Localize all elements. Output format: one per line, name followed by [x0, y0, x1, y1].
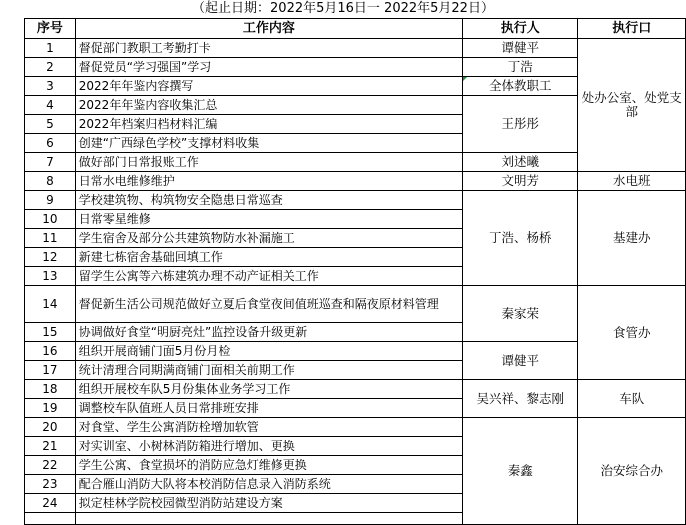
task-cell[interactable]: 统计清理合同期满商铺门面相关前期工作	[75, 361, 462, 380]
owner-cell[interactable]: 秦鑫	[463, 418, 578, 525]
task-cell[interactable]: 配合雁山消防大队将本校消防信息录入消防系统	[75, 475, 462, 494]
task-cell[interactable]: 调整校车队值班人员日常排班安排	[75, 399, 462, 418]
task-cell[interactable]: 学生公寓、食堂损坏的消防应急灯维修更换	[75, 456, 462, 475]
owner-cell[interactable]: 丁浩	[463, 58, 578, 77]
task-cell[interactable]: 组织开展商铺门面5月份月检	[75, 342, 462, 361]
dept-cell[interactable]: 治安综合办	[578, 418, 686, 525]
header-dept[interactable]: 执行口	[578, 19, 686, 39]
row-number[interactable]: 21	[25, 437, 76, 456]
task-cell[interactable]: 督促党员“学习强国”学习	[75, 58, 462, 77]
row-number[interactable]: 24	[25, 494, 76, 513]
row-number[interactable]: 5	[25, 115, 76, 134]
task-cell[interactable]: 学生宿舍及部分公共建筑物防水补漏施工	[75, 229, 462, 248]
empty-cell[interactable]	[25, 513, 76, 525]
task-cell[interactable]: 2022年档案归档材料汇编	[75, 115, 462, 134]
work-schedule-table	[24, 18, 686, 525]
row-number[interactable]: 3	[25, 77, 76, 96]
table-row	[25, 172, 686, 191]
task-cell[interactable]: 2022年年鉴内容收集汇总	[75, 96, 462, 115]
table-row	[25, 39, 686, 58]
owner-cell[interactable]: 丁浩、杨桥	[463, 191, 578, 286]
task-cell[interactable]: 协调做好食堂“明厨亮灶”监控设备升级更新	[75, 323, 462, 342]
comment-marker-icon	[463, 77, 467, 81]
empty-cell[interactable]	[75, 513, 462, 525]
row-number[interactable]: 8	[25, 172, 76, 191]
task-cell[interactable]: 日常水电维修维护	[75, 172, 462, 191]
table-row	[25, 418, 686, 437]
task-cell[interactable]: 新建七栋宿舍基础回填工作	[75, 248, 462, 267]
task-cell[interactable]: 对食堂、学生公寓消防栓增加软管	[75, 418, 462, 437]
owner-cell[interactable]: 文明芳	[463, 172, 578, 191]
row-number[interactable]: 4	[25, 96, 76, 115]
task-cell[interactable]: 日常零星维修	[75, 210, 462, 229]
row-number[interactable]: 17	[25, 361, 76, 380]
row-number[interactable]: 20	[25, 418, 76, 437]
header-no[interactable]: 序号	[25, 19, 76, 39]
owner-cell[interactable]: 吴兴祥、黎志刚	[463, 380, 578, 418]
owner-cell[interactable]: 秦家荣	[463, 286, 578, 342]
task-cell[interactable]: 做好部门日常报账工作	[75, 153, 462, 172]
table-row	[25, 191, 686, 210]
task-cell[interactable]: 对实训室、小树林消防箱进行增加、更换	[75, 437, 462, 456]
owner-text: 全体教职工	[488, 78, 552, 93]
task-cell[interactable]: 学校建筑物、构筑物安全隐患日常巡查	[75, 191, 462, 210]
dept-cell[interactable]: 食管办	[578, 286, 686, 380]
dept-cell[interactable]: 处办公室、处党支部	[578, 39, 686, 172]
row-number[interactable]: 7	[25, 153, 76, 172]
task-cell[interactable]: 创建“广西绿色学校”支撑材料收集	[75, 134, 462, 153]
task-cell[interactable]: 留学生公寓等六栋建筑办理不动产证相关工作	[75, 267, 462, 286]
owner-cell[interactable]: 谭健平	[463, 39, 578, 58]
dept-cell[interactable]: 车队	[578, 380, 686, 418]
row-number[interactable]: 16	[25, 342, 76, 361]
task-cell[interactable]: 拟定桂林学院校园微型消防站建设方案	[75, 494, 462, 513]
row-number[interactable]: 1	[25, 39, 76, 58]
table-row	[25, 286, 686, 323]
owner-cell[interactable]: 王彤彤	[463, 96, 578, 153]
row-number[interactable]: 6	[25, 134, 76, 153]
row-number[interactable]: 13	[25, 267, 76, 286]
row-number[interactable]: 2	[25, 58, 76, 77]
row-number[interactable]: 11	[25, 229, 76, 248]
header-row	[25, 19, 686, 39]
date-range-caption: （起止日期：2022年5月16日一 2022年5月22日）	[192, 1, 494, 16]
task-cell[interactable]: 督促部门教职工考勤打卡	[75, 39, 462, 58]
header-item[interactable]: 工作内容	[75, 19, 462, 39]
owner-cell[interactable]: 刘述曦	[463, 153, 578, 172]
row-number[interactable]: 14	[25, 286, 76, 323]
task-cell[interactable]: 督促新生活公司规范做好立夏后食堂夜间值班巡查和隔夜原材料管理	[75, 286, 462, 323]
row-number[interactable]: 18	[25, 380, 76, 399]
task-cell[interactable]: 2022年年鉴内容撰写	[75, 77, 462, 96]
owner-cell[interactable]	[463, 77, 578, 96]
header-owner[interactable]: 执行人	[463, 19, 578, 39]
row-number[interactable]: 15	[25, 323, 76, 342]
owner-cell[interactable]: 谭健平	[463, 342, 578, 380]
row-number[interactable]: 9	[25, 191, 76, 210]
row-number[interactable]: 23	[25, 475, 76, 494]
task-cell[interactable]: 组织开展校车队5月份集体业务学习工作	[75, 380, 462, 399]
dept-cell[interactable]: 水电班	[578, 172, 686, 191]
row-number[interactable]: 22	[25, 456, 76, 475]
row-number[interactable]: 12	[25, 248, 76, 267]
row-number[interactable]: 19	[25, 399, 76, 418]
row-number[interactable]: 10	[25, 210, 76, 229]
table-row	[25, 380, 686, 399]
dept-cell[interactable]: 基建办	[578, 191, 686, 286]
